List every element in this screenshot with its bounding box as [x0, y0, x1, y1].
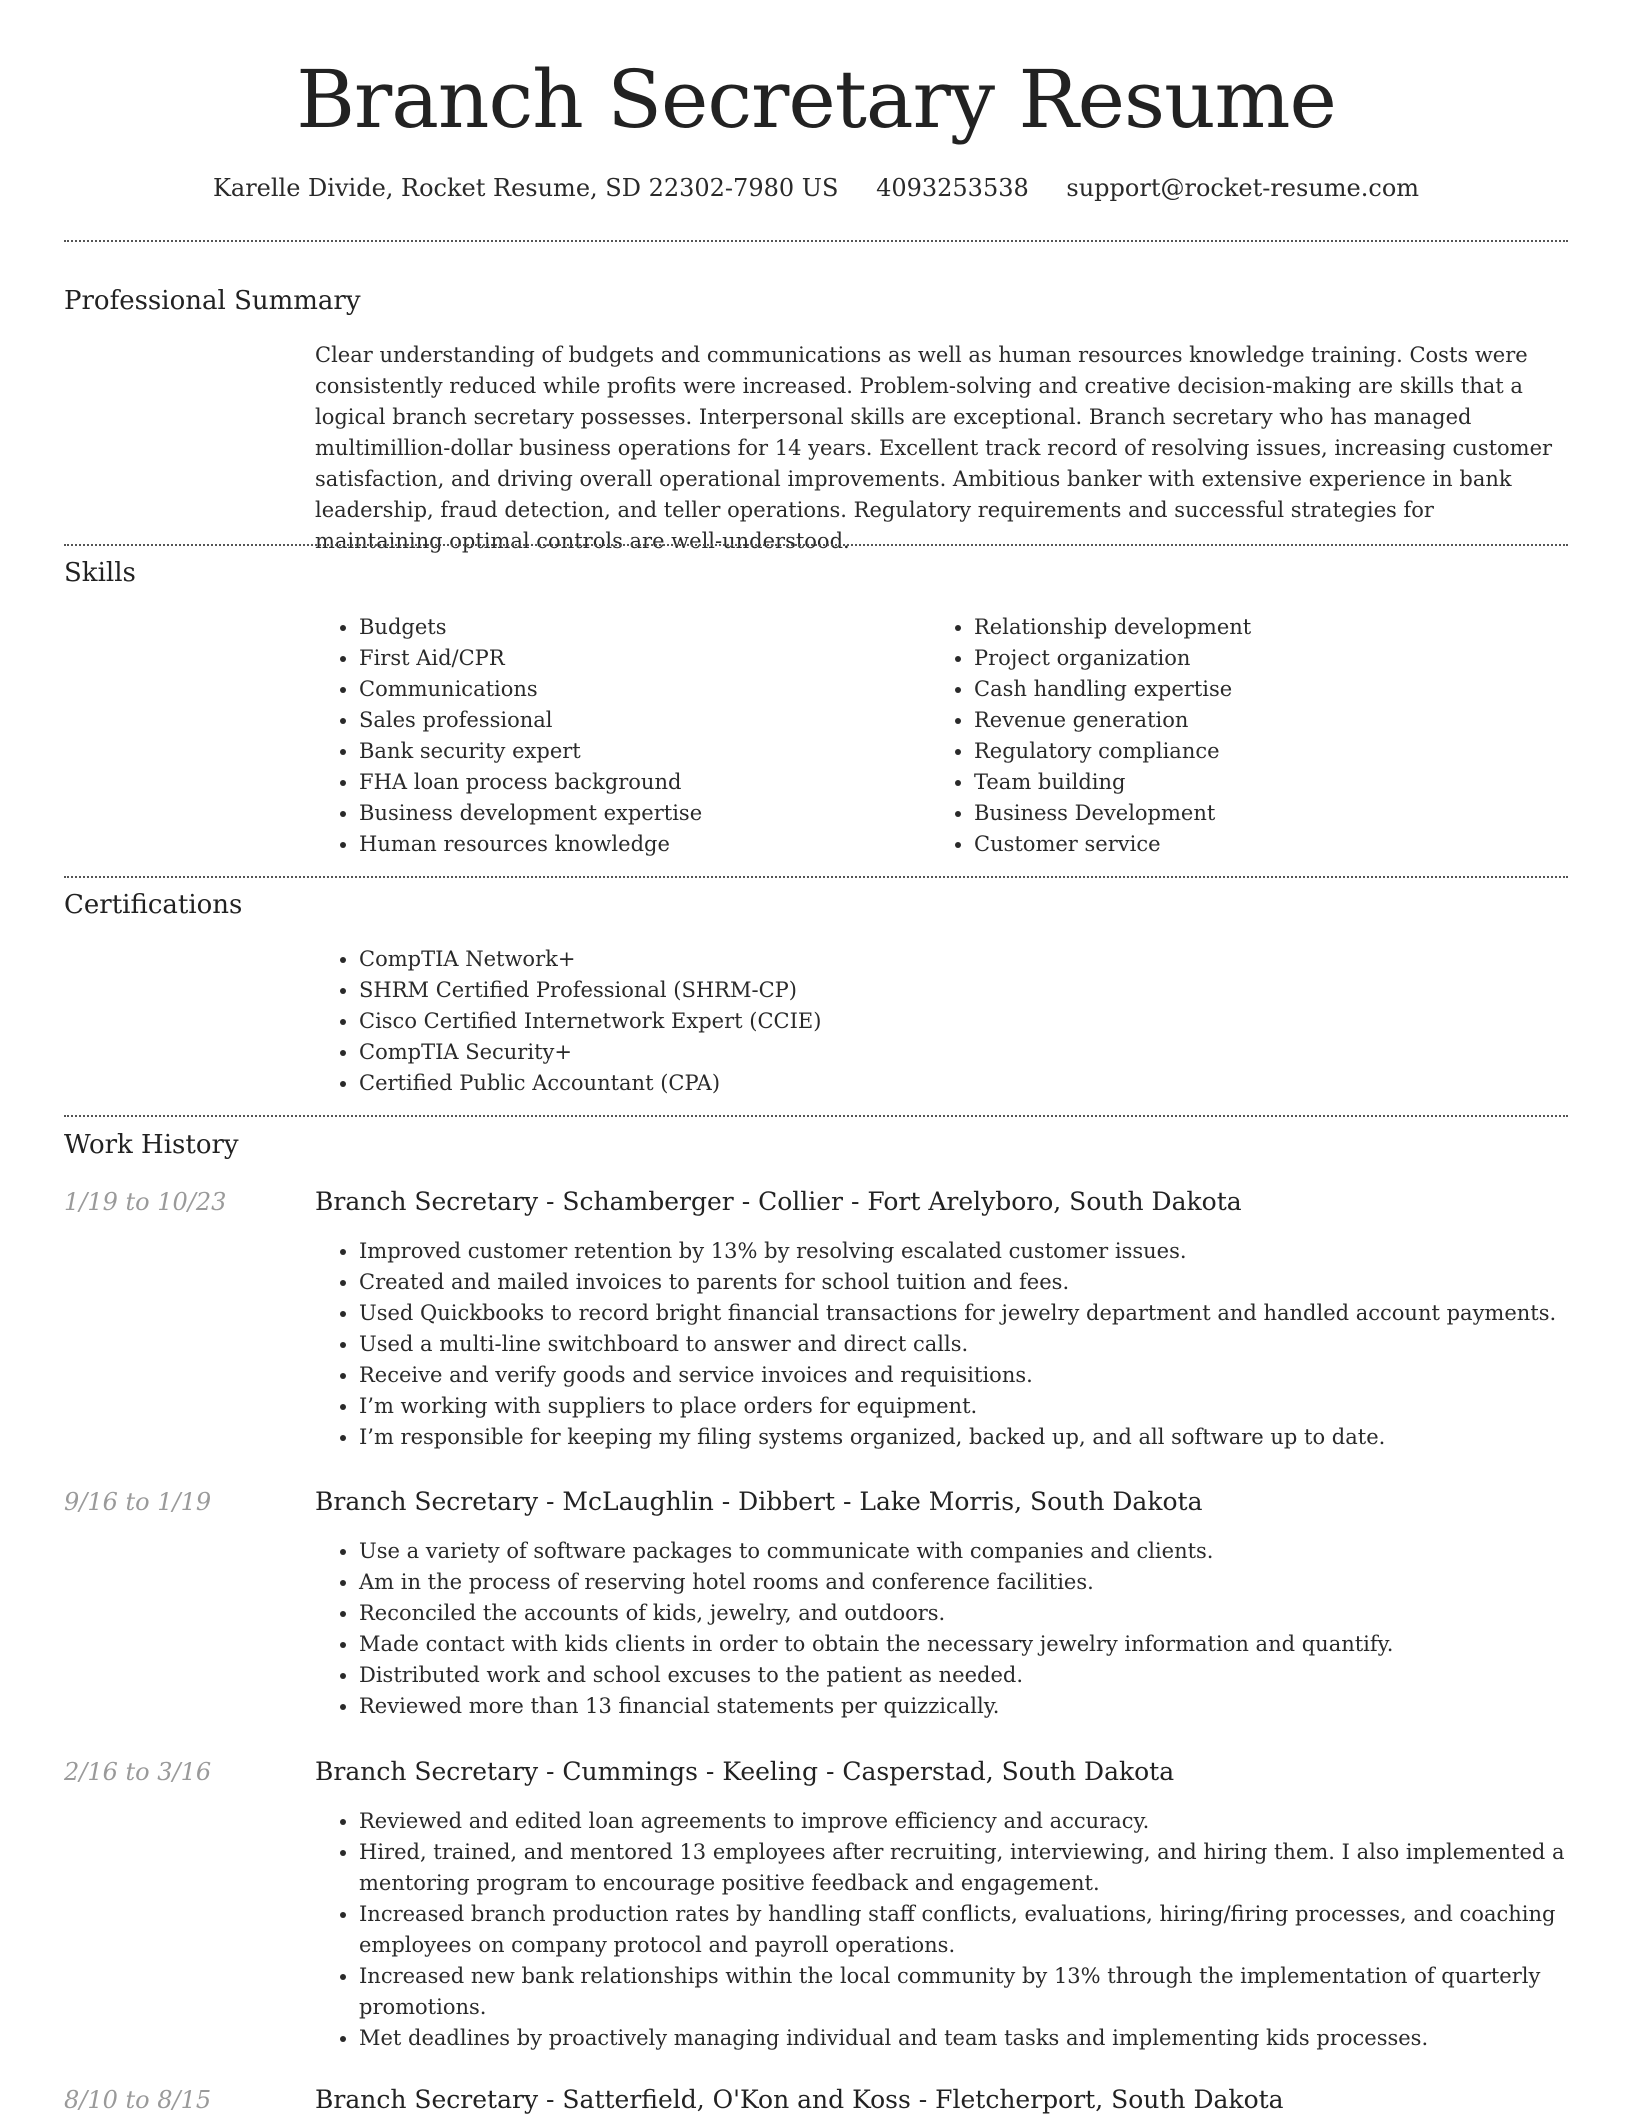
certification-item: • CompTIA Security+: [359, 1037, 1215, 1068]
certifications-list: [315, 944, 1215, 1099]
skill-item: • Human resources knowledge: [359, 829, 915, 860]
contact-line: [0, 172, 1632, 204]
summary-text: Clear understanding of budgets and communications as well as human resources knowledge training. Costs were consistently reduced while profits were increased. Problem-solving and creative decision-making are skills that a logical branch secretary possesses. Interpersonal skills are exceptional. Branch secretary who has managed multimillion-dollar business operations for 14 years. Excellent track record of resolving issues, increasing customer satisfaction, and driving overall operational improvements. Ambitious banker with extensive experience in bank leadership, fraud detection, and teller operations. Regulatory requirements and successful strategies for maintaining optimal controls are well-understood.: [315, 343, 1553, 553]
skill-item: • Customer service: [974, 829, 1530, 860]
page-title: Branch Secretary Resume: [296, 53, 1336, 146]
skill-item: • Revenue generation: [974, 705, 1530, 736]
skill-item: • First Aid/CPR: [359, 643, 915, 674]
contact-email[interactable]: support@rocket-resume.com: [1066, 174, 1420, 202]
skill-item: • Team building: [974, 767, 1530, 798]
job-bullet: • Made contact with kids clients in order to obtain the necessary jewelry information and quantify.: [359, 1629, 1565, 1660]
job-bullets: [315, 1536, 1565, 1722]
job-dates: 8/10 to 8/15: [64, 2086, 212, 2114]
divider: [64, 240, 1568, 242]
skill-item: • Communications: [359, 674, 915, 705]
job-bullets: [315, 1806, 1565, 2054]
job-bullet: • I’m working with suppliers to place orders for equipment.: [359, 1391, 1565, 1422]
summary-heading: Professional Summary: [64, 286, 361, 316]
job-bullet: • I’m responsible for keeping my filing systems organized, backed up, and all software up to date.: [359, 1422, 1565, 1453]
skill-item: • Cash handling expertise: [974, 674, 1530, 705]
job-bullet: • Increased branch production rates by handling staff conflicts, evaluations, hiring/firing processes, and coaching employees on company protocol and payroll operations.: [359, 1899, 1565, 1961]
job-bullet: • Reconciled the accounts of kids, jewelry, and outdoors.: [359, 1598, 1565, 1629]
job-bullet: • Use a variety of software packages to communicate with companies and clients.: [359, 1536, 1565, 1567]
skill-item: • Budgets: [359, 612, 915, 643]
skills-right-column: [930, 612, 1530, 860]
contact-address: Karelle Divide, Rocket Resume, SD 22302-7980 US: [212, 174, 839, 202]
skill-item: • Project organization: [974, 643, 1530, 674]
job-title: Branch Secretary - Cummings - Keeling - Casperstad, South Dakota: [315, 1757, 1175, 1786]
job-title: Branch Secretary - McLaughlin - Dibbert - Lake Morris, South Dakota: [315, 1487, 1203, 1516]
divider: [64, 544, 1568, 546]
skill-item: • Regulatory compliance: [974, 736, 1530, 767]
skill-item: • FHA loan process background: [359, 767, 915, 798]
job-dates: 9/16 to 1/19: [64, 1488, 212, 1516]
skill-item: • Business development expertise: [359, 798, 915, 829]
certification-item: • CompTIA Network+: [359, 944, 1215, 975]
certification-item: • SHRM Certified Professional (SHRM-CP): [359, 975, 1215, 1006]
job-bullet: • Used a multi-line switchboard to answer and direct calls.: [359, 1329, 1565, 1360]
job-dates: 2/16 to 3/16: [64, 1758, 212, 1786]
job-bullet: • Reviewed and edited loan agreements to improve efficiency and accuracy.: [359, 1806, 1565, 1837]
job-bullet: • Used Quickbooks to record bright financial transactions for jewelry department and handled account payments.: [359, 1298, 1565, 1329]
certification-item: • Certified Public Accountant (CPA): [359, 1068, 1215, 1099]
job-bullet: • Hired, trained, and mentored 13 employees after recruiting, interviewing, and hiring them. I also implemented a mentoring program to encourage positive feedback and engagement.: [359, 1837, 1565, 1899]
skills-heading: Skills: [64, 558, 136, 588]
work-history-heading: Work History: [64, 1130, 239, 1160]
job-bullet: • Met deadlines by proactively managing individual and team tasks and implementing kids processes.: [359, 2023, 1565, 2054]
job-bullet: • Receive and verify goods and service invoices and requisitions.: [359, 1360, 1565, 1391]
contact-phone: 4093253538: [876, 174, 1029, 202]
job-bullet: • Reviewed more than 13 financial statements per quizzically.: [359, 1691, 1565, 1722]
skill-item: • Relationship development: [974, 612, 1530, 643]
job-bullet: • Improved customer retention by 13% by resolving escalated customer issues.: [359, 1236, 1565, 1267]
skill-item: • Business Development: [974, 798, 1530, 829]
job-bullet: • Increased new bank relationships within the local community by 13% through the implementation of quarterly promotions.: [359, 1961, 1565, 2023]
job-bullet: • Am in the process of reserving hotel rooms and conference facilities.: [359, 1567, 1565, 1598]
divider: [64, 876, 1568, 878]
divider: [64, 1115, 1568, 1117]
skill-item: • Sales professional: [359, 705, 915, 736]
certifications-heading: Certifications: [64, 890, 243, 920]
job-bullets: [315, 1236, 1565, 1453]
job-bullet: • Created and mailed invoices to parents for school tuition and fees.: [359, 1267, 1565, 1298]
certification-item: • Cisco Certified Internetwork Expert (CCIE): [359, 1006, 1215, 1037]
skill-item: • Bank security expert: [359, 736, 915, 767]
job-title: Branch Secretary - Schamberger - Collier - Fort Arelyboro, South Dakota: [315, 1187, 1242, 1216]
skills-left-column: [315, 612, 915, 860]
job-dates: 1/19 to 10/23: [64, 1188, 227, 1216]
job-title: Branch Secretary - Satterfield, O'Kon and Koss - Fletcherport, South Dakota: [315, 2085, 1284, 2114]
job-bullet: • Distributed work and school excuses to the patient as needed.: [359, 1660, 1565, 1691]
